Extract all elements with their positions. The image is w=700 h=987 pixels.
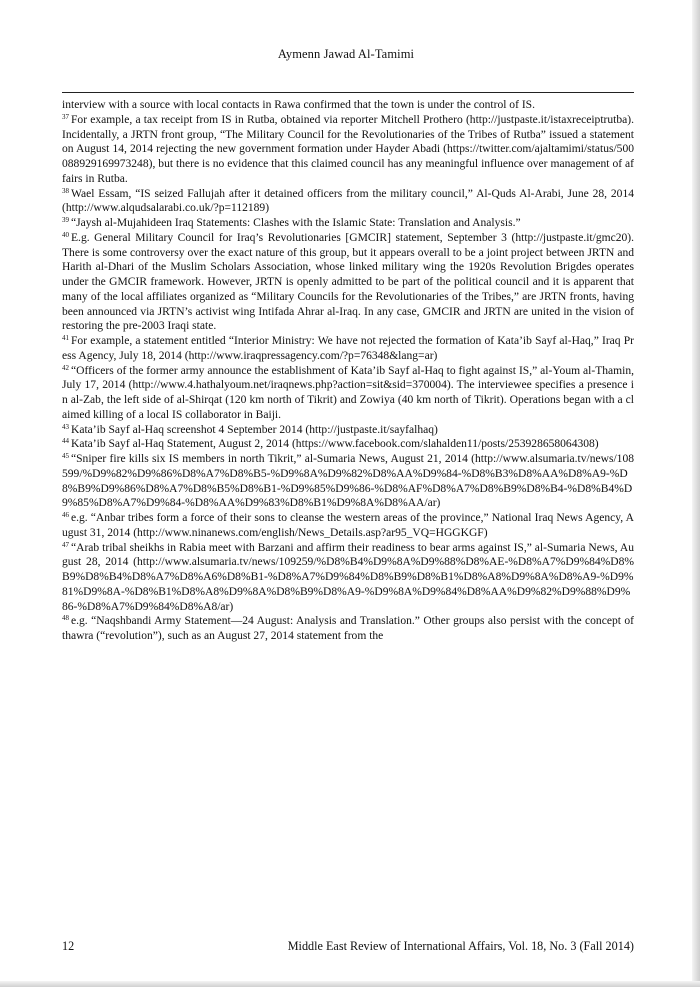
page-footer bbox=[62, 939, 634, 954]
footnote-47 bbox=[62, 541, 634, 615]
footnote-48 bbox=[62, 614, 634, 644]
footnotes bbox=[62, 98, 634, 644]
footnote-37 bbox=[62, 113, 634, 187]
page-edge-shadow-bottom bbox=[0, 981, 700, 987]
footnote-text: “Arab tribal sheikhs in Rabia meet with Barzani and affirm their readiness to bear arms against IS,” al-Sumaria News, August 28, 2014 (http://www.alsumaria.tv/news/109259/%D8%B4%D9%8A%D9%88%D8%AE-%D8%A7%D9%84%D8%B9%D8%B4%D8%A7%D8%A6%D8%B1-%D8%A7%D9%84%D8%B9%D8%B1%D8%A8%D9%8A%D8%A9-%D9%81%D9%8A-%D8%B1%D8%A8%D9%8A%D8%B9%D8%A9-%D9%8A%D9%84%D8%AA%D9%82%D9%88%D9%86-%D8%A7%D9%84%D8%A8/ar) bbox=[62, 541, 634, 613]
page-number: 12 bbox=[62, 939, 75, 953]
footnote-38 bbox=[62, 187, 634, 217]
footnote-number: 48 bbox=[62, 614, 69, 623]
footnote-number: 42 bbox=[62, 363, 69, 372]
footnote-number: 45 bbox=[62, 452, 69, 460]
footnote-text: E.g. General Military Council for Iraq’s Revolutionaries [GMCIR] statement, September 3 (http://justpaste.it/gmc20). There is some controversy over the exact nature of this group, but it appears overall to be a joint project between JRTN and Harith al-Dhari of the Muslim Scholars Association, whose linked military wing the 1920s Revolution Brigdes operates under the GMCIR framework. However, JRTN is openly admitted to be part of the political council and it is apparent that many of the local affiliates organized as “Military Councils for the Revolutionaries of the Tribes,” are JRTN fronts, having been announced via JRTN’s activist wing Intifada Ahrar al-Iraq. In any case, GMCIR and JRTN are united in the vision of restoring the pre-2003 Iraqi state. bbox=[62, 231, 634, 333]
footnote-text: Kata’ib Sayf al-Haq Statement, August 2, 2014 (https://www.facebook.com/slahalden11/posts/253928658064308) bbox=[71, 438, 599, 451]
footnote-text: “Officers of the former army announce the establishment of Kata’ib Sayf al-Haq to fight against IS,” al-Youm al-Thamin, July 17, 2014 (http://www.4.hathalyoum.net/iraqnews.php?action=sit&sid=370004). The interviewee specifies a presence in al-Zab, the left side of al-Shirqat (120 km north of Tikrit) and Zowiya (40 km north of Tikrit). Operations began with a claimed killing of a local IS collaborator in Baiji. bbox=[62, 364, 634, 421]
footnote-44 bbox=[62, 437, 634, 452]
footnote-text: e.g. “Naqshbandi Army Statement—24 August: Analysis and Translation.” Other groups also persist with the concept of thawra (“revolution”), such as an August 27, 2014 statement from the bbox=[62, 615, 634, 642]
footnote-46 bbox=[62, 511, 634, 541]
footnote-41 bbox=[62, 334, 634, 364]
footnote-text: For example, a statement entitled “Interior Ministry: We have not rejected the formation of Kata’ib Sayf al-Haq,” Iraq Press Agency, July 18, 2014 (http://www.iraqpressagency.com/?p=76348&lang=ar) bbox=[62, 335, 634, 362]
footnote-43 bbox=[62, 423, 634, 438]
journal-citation: Middle East Review of International Affairs, Vol. 18, No. 3 (Fall 2014) bbox=[287, 939, 634, 953]
footnote-number: 47 bbox=[62, 540, 69, 549]
footnote-number: 44 bbox=[62, 437, 69, 446]
footnote-text: “Jaysh al-Mujahideen Iraq Statements: Clashes with the Islamic State: Translation and Analysis.” bbox=[71, 217, 521, 229]
footnote-text: “Sniper fire kills six IS members in north Tikrit,” al-Sumaria News, August 21, 2014 (http://www.alsumaria.tv/news/108599/%D9%82%D9%86%D8%A7%D8%B5-%D9%8A%D9%82%D8%AA%D9%84-%D8%B3%D8%AA%D8%A9-%D8%B9%D9%86%D8%A7%D8%B5%D8%B1-%D9%85%D9%86-%D8%AF%D8%A7%D8%B9%D8%B4-%D8%B4%D9%85%D8%A7%D9%84-%D8%AA%D9%83%D8%B1%D9%8A%D8%AA/ar) bbox=[62, 453, 634, 510]
footnote-number: 41 bbox=[62, 334, 69, 342]
footnote-text: Kata’ib Sayf al-Haq screenshot 4 September 2014 (http://justpaste.it/sayfalhaq) bbox=[71, 423, 438, 436]
footnote-rule bbox=[62, 92, 634, 93]
footnote-continued bbox=[62, 98, 634, 113]
footnote-39 bbox=[62, 216, 634, 231]
footnote-number: 40 bbox=[62, 230, 69, 239]
footnote-text: interview with a source with local contacts in Rawa confirmed that the town is under the control of IS. bbox=[62, 99, 535, 111]
running-head: Aymenn Jawad Al-Tamimi bbox=[277, 47, 415, 61]
footnote-number: 38 bbox=[62, 186, 69, 195]
page-edge-shadow-right bbox=[692, 0, 700, 987]
footnote-text: e.g. “Anbar tribes form a force of their sons to cleanse the western areas of the province,” National Iraq News Agency, August 31, 2014 (http://www.ninanews.com/english/News_Details.asp?ar95_VQ=HGGKGF) bbox=[62, 512, 634, 539]
footnote-42 bbox=[62, 364, 634, 423]
footnote-number: 37 bbox=[62, 112, 69, 121]
footnote-number: 39 bbox=[62, 216, 69, 224]
footnote-number: 43 bbox=[62, 422, 69, 431]
footnote-45 bbox=[62, 452, 634, 511]
footnote-text: For example, a tax receipt from IS in Rutba, obtained via reporter Mitchell Prothero (http://justpaste.it/istaxreceiptrutba). Incidentally, a JRTN front group, “The Military Council for the Revolutionaries of the Tribes of Rutba” issued a statement on August 14, 2014 rejecting the new government formation under Hayder Abadi (https://twitter.com/ajaltamimi/status/500088929169973248), but there is no evidence that this claimed council has any meaningful influence over management of affairs in Rutba. bbox=[62, 113, 634, 185]
footnote-text: Wael Essam, “IS seized Fallujah after it detained officers from the military council,” Al-Quds Al-Arabi, June 28, 2014 (http://www.alqudsalarabi.co.uk/?p=112189) bbox=[62, 187, 634, 215]
footnote-40 bbox=[62, 231, 634, 334]
footnote-number: 46 bbox=[62, 511, 69, 519]
